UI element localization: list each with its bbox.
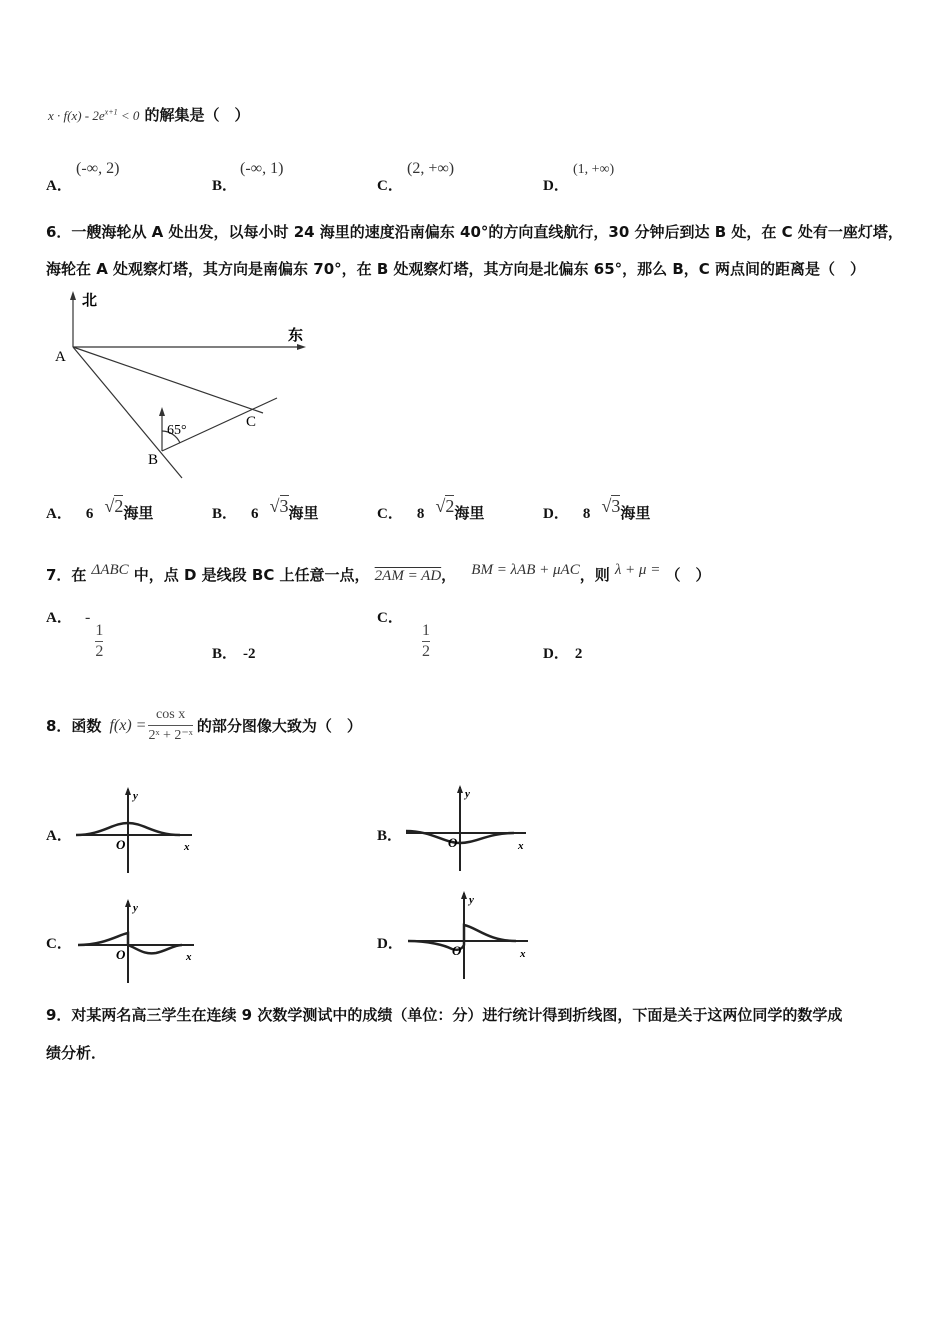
svg-text:x: x (184, 841, 190, 853)
q8-graph-d[interactable] (404, 889, 534, 981)
q8-fraction: $\frac{\text{cos x}}{\text{2ˣ + 2⁻ˣ}}$ (148, 707, 193, 743)
q7-sum: λ + μ = (614, 562, 661, 578)
angle-label: 65° (167, 423, 187, 438)
q7-vector-eq1: 2AM = AD (374, 568, 442, 584)
svg-text:y: y (133, 902, 138, 914)
q5-stem (48, 104, 250, 125)
q8-graph-a[interactable] (72, 785, 202, 877)
q5-option-b[interactable]: B． (212, 178, 238, 194)
q7-option-c[interactable]: C． $\frac{1}{2}$ (377, 610, 430, 660)
q8-option-c-label[interactable]: C． (46, 936, 72, 952)
q5-tail-text: 的解集是（ ） (144, 106, 250, 124)
q5-option-a-value: (-∞, 2) (76, 160, 120, 177)
q6-option-a[interactable]: A． 6 √2海里 (46, 496, 154, 522)
b-north-arrowhead (159, 407, 165, 416)
sqrt-symbol: √2 (104, 496, 124, 516)
svg-text:x: x (186, 951, 192, 963)
q8-fx: f(x) = (109, 716, 147, 734)
q7-option-b[interactable]: B． -2 (212, 646, 256, 662)
q6-option-d[interactable]: D． 8 √3海里 (543, 496, 651, 522)
q5-option-a[interactable]: A． (46, 178, 72, 194)
q5-option-d[interactable]: D． (543, 178, 569, 194)
q6-stem-line2: 海轮在 A 处观察灯塔，其方向是南偏东 70°，在 B 处观察灯塔，其方向是北偏东 65°，那么 B，C 两点间的距离是（ ） (46, 260, 866, 278)
q9-stem-line1: 9．对某两名高三学生在连续 9 次数学测试中的成绩（单位：分）进行统计得到折线图，下面是关于这两位同学的数学成 (46, 1006, 843, 1024)
q8-graph-b[interactable] (402, 783, 532, 875)
north-label: 北 (82, 293, 98, 309)
sqrt-symbol: √3 (601, 496, 621, 516)
q7-option-a[interactable]: A． - $\frac{1}{2}$ (46, 609, 104, 660)
sqrt-symbol: √2 (435, 496, 455, 516)
fraction: $\frac{1}{2}$ (95, 622, 104, 660)
q8-option-d-label[interactable]: D． (377, 936, 403, 952)
q8-stem: 8．函数 f(x) = $\frac{\text{cos x}}{\text{2ˣ + 2⁻ˣ}}$ 的部分图像大致为（ ） (46, 705, 362, 746)
q8-option-a-label[interactable]: A． (46, 828, 72, 844)
q9-stem-line2: 绩分析． (46, 1044, 107, 1062)
point-a-label: A (55, 349, 66, 365)
q7-stem: 7．在 ΔABC 中，点 D 是线段 BC 上任意一点， 2AM = AD， BM = λAB + μAC，则 λ + μ = （ ） (46, 562, 711, 584)
point-c-label: C (246, 414, 257, 430)
svg-text:x: x (520, 948, 526, 960)
svg-text:y: y (465, 788, 470, 800)
q5-inequality: $x \cdot f(x) - 2e^{x+1} < 0$ (48, 107, 140, 123)
line-ac (73, 347, 263, 413)
q6-figure (40, 285, 320, 485)
east-label: 东 (288, 328, 304, 344)
east-arrowhead (297, 344, 306, 350)
q7-vector-eq2: BM = λAB + μAC (471, 562, 580, 578)
svg-text:x: x (518, 840, 524, 852)
q6-stem-line1: 6．一艘海轮从 A 处出发，以每小时 24 海里的速度沿南偏东 40°的方向直线航行，30 分钟后到达 B 处，在 C 处有一座灯塔， (46, 223, 903, 241)
q6-option-c[interactable]: C． 8 √2海里 (377, 496, 485, 522)
q5-option-c-value: (2, +∞) (407, 160, 455, 177)
q7-triangle: ΔABC (91, 562, 129, 578)
q7-option-d[interactable]: D． 2 (543, 646, 583, 662)
north-arrowhead (70, 291, 76, 300)
q5-option-b-value: (-∞, 1) (240, 160, 284, 177)
line-ab (73, 347, 182, 478)
q8-graph-c[interactable] (74, 897, 204, 989)
fraction: $\frac{1}{2}$ (421, 622, 430, 660)
q8-option-b-label[interactable]: B． (377, 828, 403, 844)
svg-text:O: O (116, 837, 126, 852)
svg-text:y: y (469, 894, 474, 906)
q5-option-d-value: (1, +∞) (573, 162, 615, 177)
q6-option-b[interactable]: B． 6 √3海里 (212, 496, 319, 522)
point-b-label: B (148, 452, 159, 468)
svg-text:O: O (452, 943, 462, 958)
svg-text:O: O (116, 947, 126, 962)
sqrt-symbol: √3 (269, 496, 289, 516)
q5-option-c[interactable]: C． (377, 178, 403, 194)
svg-text:O: O (448, 835, 458, 850)
svg-text:y: y (133, 790, 138, 802)
